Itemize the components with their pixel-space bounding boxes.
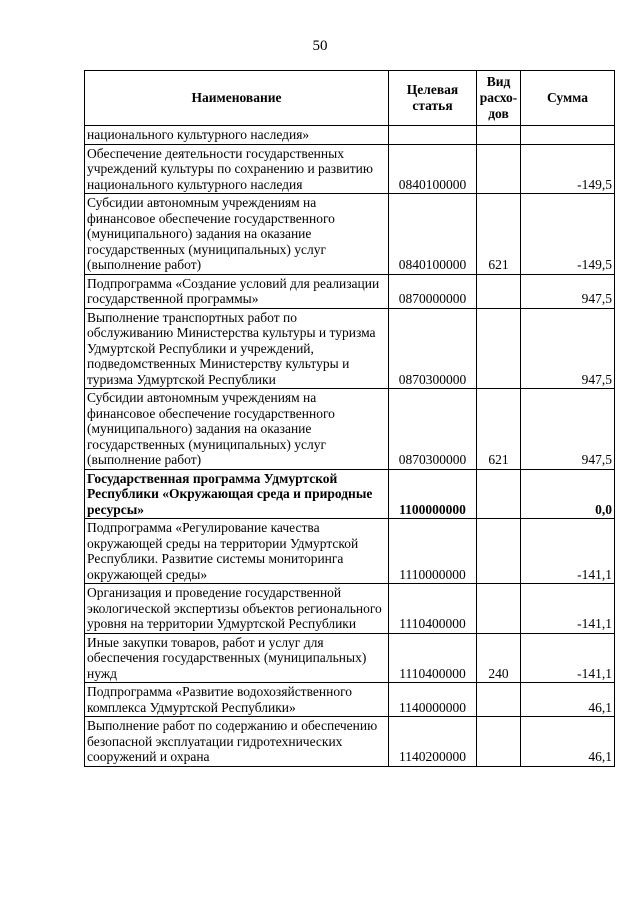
cell-sum: -141,1 xyxy=(521,519,615,584)
cell-expense-type: 621 xyxy=(477,194,521,275)
cell-sum: -141,1 xyxy=(521,584,615,634)
cell-name: Выполнение работ по содержанию и обеспечению безопасной эксплуатации гидротехнических сооружений и охрана xyxy=(85,717,389,767)
cell-expense-type xyxy=(477,274,521,308)
cell-sum: 947,5 xyxy=(521,389,615,470)
table-row xyxy=(85,584,615,634)
table-row xyxy=(85,717,615,767)
table-row xyxy=(85,274,615,308)
cell-target-article xyxy=(389,126,477,145)
cell-target-article: 1110400000 xyxy=(389,633,477,683)
cell-target-article: 1140000000 xyxy=(389,683,477,717)
table-row xyxy=(85,633,615,683)
cell-name: Подпрограмма «Создание условий для реализации государственной программы» xyxy=(85,274,389,308)
cell-expense-type xyxy=(477,126,521,145)
cell-target-article: 0870300000 xyxy=(389,389,477,470)
table-row xyxy=(85,683,615,717)
budget-table xyxy=(84,70,615,767)
table-row xyxy=(85,308,615,389)
cell-expense-type xyxy=(477,584,521,634)
table-row xyxy=(85,519,615,584)
cell-sum: -149,5 xyxy=(521,144,615,194)
table-row xyxy=(85,144,615,194)
cell-name: Субсидии автономным учреждениям на финансовое обеспечение государственного (муниципального) задания на оказание государственных (муниципальных) услуг (выполнение работ) xyxy=(85,194,389,275)
cell-target-article: 1110400000 xyxy=(389,584,477,634)
cell-expense-type xyxy=(477,469,521,519)
header-expense-type: Вид расхо-дов xyxy=(477,71,521,126)
cell-name: Подпрограмма «Развитие водохозяйственного комплекса Удмуртской Республики» xyxy=(85,683,389,717)
table-body xyxy=(85,126,615,767)
cell-sum: 947,5 xyxy=(521,274,615,308)
cell-expense-type xyxy=(477,519,521,584)
cell-sum: 0,0 xyxy=(521,469,615,519)
cell-name: Государственная программа Удмуртской Республики «Окружающая среда и природные ресурсы» xyxy=(85,469,389,519)
table-row xyxy=(85,194,615,275)
cell-sum: 46,1 xyxy=(521,683,615,717)
cell-name: Иные закупки товаров, работ и услуг для обеспечения государственных (муниципальных) нужд xyxy=(85,633,389,683)
cell-sum xyxy=(521,126,615,145)
cell-name: Выполнение транспортных работ по обслуживанию Министерства культуры и туризма Удмуртской Республики и учреждений, подведомственных Министерству культуры и туризма Удмуртской Республики xyxy=(85,308,389,389)
table-row xyxy=(85,469,615,519)
cell-target-article: 0870000000 xyxy=(389,274,477,308)
cell-target-article: 0870300000 xyxy=(389,308,477,389)
cell-name: Обеспечение деятельности государственных учреждений культуры по сохранению и развитию национального культурного наследия xyxy=(85,144,389,194)
table-row xyxy=(85,389,615,470)
cell-name: национального культурного наследия» xyxy=(85,126,389,145)
cell-target-article: 1140200000 xyxy=(389,717,477,767)
header-target-article: Целевая статья xyxy=(389,71,477,126)
cell-sum: -149,5 xyxy=(521,194,615,275)
cell-target-article: 1110000000 xyxy=(389,519,477,584)
cell-sum: 947,5 xyxy=(521,308,615,389)
cell-expense-type xyxy=(477,144,521,194)
cell-name: Организация и проведение государственной экологической экспертизы объектов регионального уровня на территории Удмуртской Республики xyxy=(85,584,389,634)
table-header-row xyxy=(85,71,615,126)
cell-target-article: 0840100000 xyxy=(389,194,477,275)
cell-expense-type xyxy=(477,717,521,767)
cell-expense-type xyxy=(477,308,521,389)
cell-target-article: 1100000000 xyxy=(389,469,477,519)
cell-expense-type: 240 xyxy=(477,633,521,683)
cell-name: Подпрограмма «Регулирование качества окружающей среды на территории Удмуртской Республики. Развитие системы мониторинга окружающей среды» xyxy=(85,519,389,584)
cell-sum: -141,1 xyxy=(521,633,615,683)
header-sum: Сумма xyxy=(521,71,615,126)
header-name: Наименование xyxy=(85,71,389,126)
cell-expense-type: 621 xyxy=(477,389,521,470)
cell-name: Субсидии автономным учреждениям на финансовое обеспечение государственного (муниципального) задания на оказание государственных (муниципальных) услуг (выполнение работ) xyxy=(85,389,389,470)
cell-target-article: 0840100000 xyxy=(389,144,477,194)
table-row xyxy=(85,126,615,145)
cell-expense-type xyxy=(477,683,521,717)
page-number: 50 xyxy=(312,38,328,54)
cell-sum: 46,1 xyxy=(521,717,615,767)
